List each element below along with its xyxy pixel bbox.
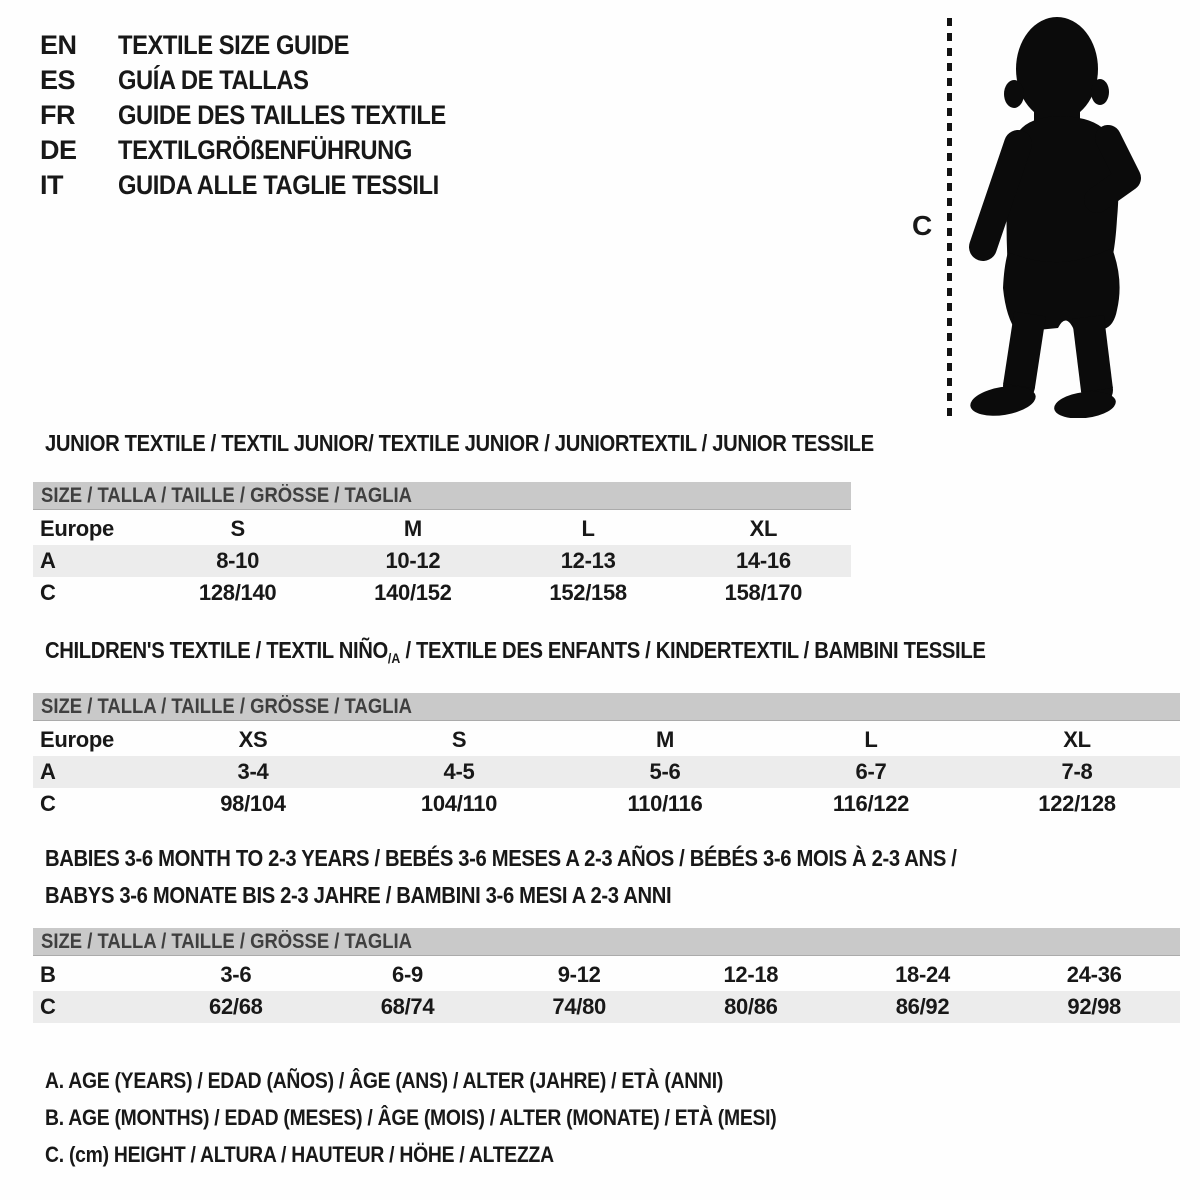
toddler-silhouette-icon xyxy=(964,14,1142,418)
column-header: XL xyxy=(749,516,778,541)
table-row-age-months xyxy=(33,959,1180,991)
section-title-children xyxy=(45,637,986,664)
table-row-age xyxy=(33,545,851,577)
children-title-pre: CHILDREN'S TEXTILE / TEXTIL NIÑO xyxy=(45,637,388,663)
language-title: GUÍA DE TALLAS xyxy=(118,65,309,95)
column-header: M xyxy=(403,516,422,541)
cell-value: 104/110 xyxy=(420,791,498,816)
cell-value: 9-12 xyxy=(557,962,601,987)
cell-value: 98/104 xyxy=(220,791,286,816)
column-header: S xyxy=(451,727,467,752)
legend-age-years: A. AGE (YEARS) / EDAD (AÑOS) / ÂGE (ANS) / ALTER (JAHRE) / ETÀ (ANNI) xyxy=(45,1068,724,1093)
cell-value: 6-7 xyxy=(855,759,887,784)
cell-value: 62/68 xyxy=(209,994,263,1019)
children-title-subscript: /A xyxy=(387,650,401,666)
column-header: L xyxy=(864,727,878,752)
cell-value: 18-24 xyxy=(895,962,950,987)
cell-value: 24-36 xyxy=(1066,962,1122,987)
column-header: XS xyxy=(238,727,268,752)
cell-value: 12-13 xyxy=(560,548,616,573)
size-header-text: SIZE / TALLA / TAILLE / GRÖSSE / TAGLIA xyxy=(41,695,412,718)
table-header-row xyxy=(33,724,1180,756)
children-title-post: / TEXTILE DES ENFANTS / KINDERTEXTIL / BAMBINI TESSILE xyxy=(400,637,986,663)
legend-height-cm: C. (cm) HEIGHT / ALTURA / HAUTEUR / HÖHE / ALTEZZA xyxy=(45,1142,554,1167)
height-measure-label: C xyxy=(912,210,933,241)
table-row-height xyxy=(33,788,1180,820)
cell-value: 92/98 xyxy=(1067,994,1121,1019)
language-code: IT xyxy=(40,170,63,200)
section-title-babies-line2: BABYS 3-6 MONATE BIS 2-3 JAHRE / BAMBINI 3-6 MESI A 2-3 ANNI xyxy=(45,882,672,908)
table-header-row xyxy=(33,513,851,545)
row-label: A xyxy=(40,548,56,573)
language-code: ES xyxy=(40,65,76,95)
column-header: Europe xyxy=(40,727,114,752)
row-label: C xyxy=(40,580,56,605)
row-label: B xyxy=(40,962,56,987)
height-dashed-line xyxy=(947,18,952,416)
row-label: A xyxy=(40,759,56,784)
cell-value: 68/74 xyxy=(380,994,435,1019)
table-row-height xyxy=(33,577,851,609)
size-header-bar xyxy=(33,482,851,510)
row-label: C xyxy=(40,994,56,1019)
children-size-table xyxy=(33,693,1180,820)
cell-value: 6-9 xyxy=(392,962,423,987)
language-title: TEXTILE SIZE GUIDE xyxy=(118,30,350,60)
section-title-babies-line1: BABIES 3-6 MONTH TO 2-3 YEARS / BEBÉS 3-6 MESES A 2-3 AÑOS / BÉBÉS 3-6 MOIS À 2-3 ANS / xyxy=(45,845,957,871)
cell-value: 74/80 xyxy=(552,994,606,1019)
cell-value: 5-6 xyxy=(649,759,681,784)
cell-value: 8-10 xyxy=(216,548,260,573)
cell-value: 86/92 xyxy=(895,994,950,1019)
row-label: C xyxy=(40,791,56,816)
cell-value: 110/116 xyxy=(627,791,703,816)
size-header-bar xyxy=(33,693,1180,721)
cell-value: 152/158 xyxy=(549,580,627,605)
cell-value: 80/86 xyxy=(724,994,778,1019)
cell-value: 7-8 xyxy=(1061,759,1093,784)
table-row-height xyxy=(33,991,1180,1023)
language-code: EN xyxy=(40,30,77,60)
language-title: GUIDA ALLE TAGLIE TESSILI xyxy=(118,170,439,200)
language-code: DE xyxy=(40,135,77,165)
cell-value: 10-12 xyxy=(385,548,441,573)
babies-size-table xyxy=(33,928,1180,1023)
cell-value: 122/128 xyxy=(1038,791,1116,816)
cell-value: 12-18 xyxy=(723,962,779,987)
cell-value: 116/122 xyxy=(832,791,910,816)
column-header: XL xyxy=(1063,727,1091,752)
size-header-bar xyxy=(33,928,1180,956)
cell-value: 14-16 xyxy=(735,548,791,573)
size-header-text: SIZE / TALLA / TAILLE / GRÖSSE / TAGLIA xyxy=(41,484,412,507)
cell-value: 3-6 xyxy=(220,962,252,987)
cell-value: 128/140 xyxy=(198,580,277,605)
language-title: TEXTILGRÖßENFÜHRUNG xyxy=(118,135,412,165)
legend-age-months: B. AGE (MONTHS) / EDAD (MESES) / ÂGE (MOIS) / ALTER (MONATE) / ETÀ (MESI) xyxy=(45,1105,777,1130)
measure-legend xyxy=(45,1062,876,1173)
height-measure-figure xyxy=(0,0,1200,430)
cell-value: 4-5 xyxy=(443,759,475,784)
cell-value: 140/152 xyxy=(374,580,452,605)
column-header: S xyxy=(230,516,245,541)
table-row-age xyxy=(33,756,1180,788)
column-header: M xyxy=(655,727,675,752)
size-header-text: SIZE / TALLA / TAILLE / GRÖSSE / TAGLIA xyxy=(41,930,412,953)
column-header: L xyxy=(581,516,595,541)
junior-size-table xyxy=(33,482,851,609)
language-code: FR xyxy=(40,100,75,130)
section-title-junior: JUNIOR TEXTILE / TEXTIL JUNIOR/ TEXTILE JUNIOR / JUNIORTEXTIL / JUNIOR TESSILE xyxy=(45,430,874,456)
column-header: Europe xyxy=(40,516,114,541)
cell-value: 158/170 xyxy=(724,580,803,605)
cell-value: 3-4 xyxy=(237,759,269,784)
language-title: GUIDE DES TAILLES TEXTILE xyxy=(118,100,446,130)
